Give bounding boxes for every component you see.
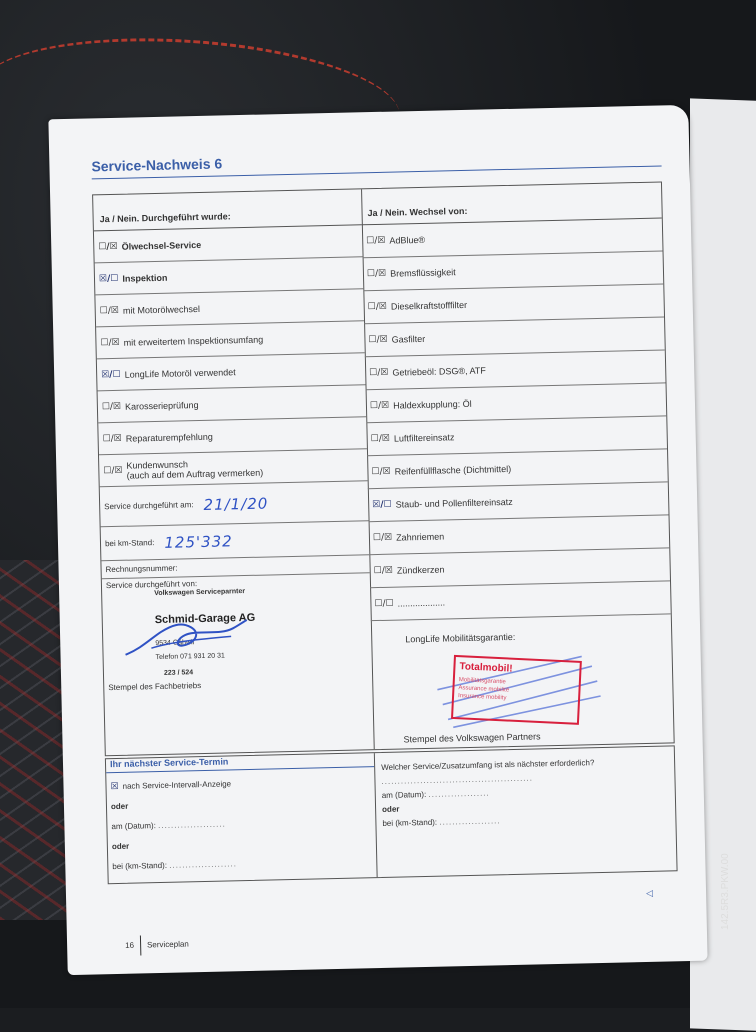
red-stamp-line-2: Assurance mobilité (458, 685, 510, 694)
right-item-label: Zündkerzen (396, 564, 445, 576)
km-value: 125'332 (164, 531, 233, 552)
performed-by-label: Service durchgeführt von: (105, 579, 198, 591)
left-item-label: Reparaturempfehlung (125, 431, 213, 444)
next-service-oder-1: oder (110, 801, 129, 812)
right-item-label: Bremsflüssigkeit (390, 267, 456, 279)
checkbox-icon: ☐/☒ (371, 466, 391, 478)
corner-triangle-icon: ◁ (645, 887, 654, 899)
left-item-label: mit Motorölwechsel (122, 303, 201, 316)
service-date-row (100, 481, 369, 527)
longlife-area (371, 614, 674, 747)
checkbox-icon: ☐/☒ (368, 334, 388, 346)
red-stamp-line-1: Mobilitätsgarantie (458, 677, 506, 686)
next-service-box (105, 745, 678, 884)
workshop-stamp-area (102, 573, 373, 717)
km-label: bei km-Stand: (104, 538, 155, 549)
left-item-label: Inspektion (122, 272, 168, 284)
next-service-right: Welcher Service/Zusatzumfang ist als nächster erforderlich? ............................................... am (Datum): ................... oder bei (km-Stand): ................... (374, 746, 677, 877)
stamp-caption: Stempel des Fachbetriebs (108, 681, 202, 693)
next-service-right-date-label: am (Datum): (381, 789, 427, 800)
left-item-label: Karosserieprüfung (124, 399, 199, 412)
checkbox-icon: ☐/☒ (373, 565, 393, 577)
checkbox-icon: ☐/☒ (101, 401, 122, 412)
stamp-code: 223 / 524 (163, 669, 194, 677)
service-table (92, 181, 675, 756)
next-service-right-km-label: bei (km-Stand): (382, 817, 438, 828)
checkbox-icon: ☐/☒ (100, 337, 120, 348)
checkbox-icon: ☒ (110, 781, 119, 793)
right-item-label: Reifenfüllflasche (Dichtmittel) (394, 463, 512, 477)
left-item-label: Ölwechsel-Service (121, 239, 202, 252)
red-stamp-title: Totalmobil! (459, 661, 513, 675)
totalmobil-stamp (451, 655, 582, 725)
page-footer (125, 934, 189, 955)
vw-stamp-caption: Stempel des Volkswagen Partners (403, 731, 541, 745)
side-print-code: 142.5R3.PKW.00 (720, 853, 731, 930)
stamp-address: 9534 Gähwil (155, 639, 195, 648)
right-items-list (362, 218, 671, 621)
next-service-km-label: bei (km-Stand): (112, 860, 168, 872)
next-service-question: Welcher Service/Zusatzumfang ist als nächster erforderlich? (381, 758, 595, 772)
right-item-label: Zahnriemen (396, 531, 445, 543)
service-date-value: 21/1/20 (203, 493, 269, 514)
right-item-label: ................... (397, 597, 446, 609)
checkbox-icon: ☐/☒ (98, 241, 118, 252)
left-item-label: mit erweitertem Inspektionsumfang (123, 334, 264, 348)
partner-label: Volkswagen Serviceparnter (154, 588, 246, 598)
page-number: 16 (125, 940, 135, 950)
right-column-header: Ja / Nein. Wechsel von: (361, 182, 662, 225)
checkbox-icon: ☐/☒ (366, 235, 386, 247)
stamp-company-name: Schmid-Garage AG (154, 611, 256, 627)
checkbox-icon: ☐/☒ (369, 400, 390, 412)
right-item-label: Staub- und Pollenfiltereinsatz (395, 496, 513, 510)
checkbox-icon: ☒/☐ (372, 499, 392, 511)
service-booklet-page (48, 105, 707, 975)
right-item-label: Getriebeöl: DSG®, ATF (392, 365, 486, 378)
checkbox-icon: ☐/☒ (372, 532, 393, 544)
checkbox-icon: ☐/☒ (366, 268, 387, 280)
right-item-label: Haldexkupplung: Öl (393, 398, 472, 411)
left-column-header: Ja / Nein. Durchgeführt wurde: (93, 189, 362, 231)
checkbox-icon: ☐/☒ (369, 367, 389, 379)
left-item-label: LongLife Motoröl verwendet (124, 366, 236, 380)
next-service-date-label: am (Datum): (111, 821, 156, 832)
checkbox-icon: ☐/☐ (374, 598, 394, 610)
stamp-phone: Telefon 071 931 20 31 (155, 652, 225, 662)
next-service-title: Ihr nächster Service-Termin (106, 753, 374, 773)
page-title: Service-Nachweis 6 (91, 155, 223, 175)
left-items-list (94, 225, 368, 487)
handwritten-signature (121, 616, 252, 659)
checkbox-icon: ☐/☒ (99, 305, 120, 316)
next-service-right-oder: oder (382, 804, 400, 814)
left-column (93, 189, 375, 755)
checkbox-icon: ☐/☒ (103, 465, 123, 476)
left-item-label: Kundenwunsch (auch auf dem Auftrag vermerken) (126, 458, 264, 481)
next-service-interval: nach Service-Intervall-Anzeige (122, 779, 232, 791)
right-item-label: AdBlue® (389, 234, 426, 246)
footer-section: Serviceplan (146, 939, 189, 950)
service-date-label: Service durchgeführt am: (104, 500, 194, 512)
right-item-label: Gasfilter (391, 333, 426, 345)
red-stamp-line-3: Insurance mobility (457, 693, 507, 702)
checkbox-icon: ☐/☒ (370, 433, 390, 445)
right-column (361, 182, 674, 749)
right-item-label: Luftfiltereinsatz (393, 432, 455, 444)
checkbox-icon: ☐/☒ (367, 301, 387, 313)
invoice-label: Rechnungsnummer: (105, 563, 178, 575)
workshop-stamp (102, 573, 373, 717)
right-item-label: Dieselkraftstofffilter (390, 299, 468, 312)
next-service-left: ☒ nach Service-Intervall-Anzeige oder am (Datum): ..................... oder bei (km-Stand): ..................... (110, 771, 372, 877)
checkbox-icon: ☐/☒ (102, 433, 122, 444)
checkbox-icon: ☒/☐ (98, 273, 119, 284)
checkbox-icon: ☒/☐ (101, 369, 121, 380)
next-service-oder-2: oder (111, 841, 130, 852)
longlife-label: LongLife Mobilitätsgarantie: (405, 631, 516, 645)
